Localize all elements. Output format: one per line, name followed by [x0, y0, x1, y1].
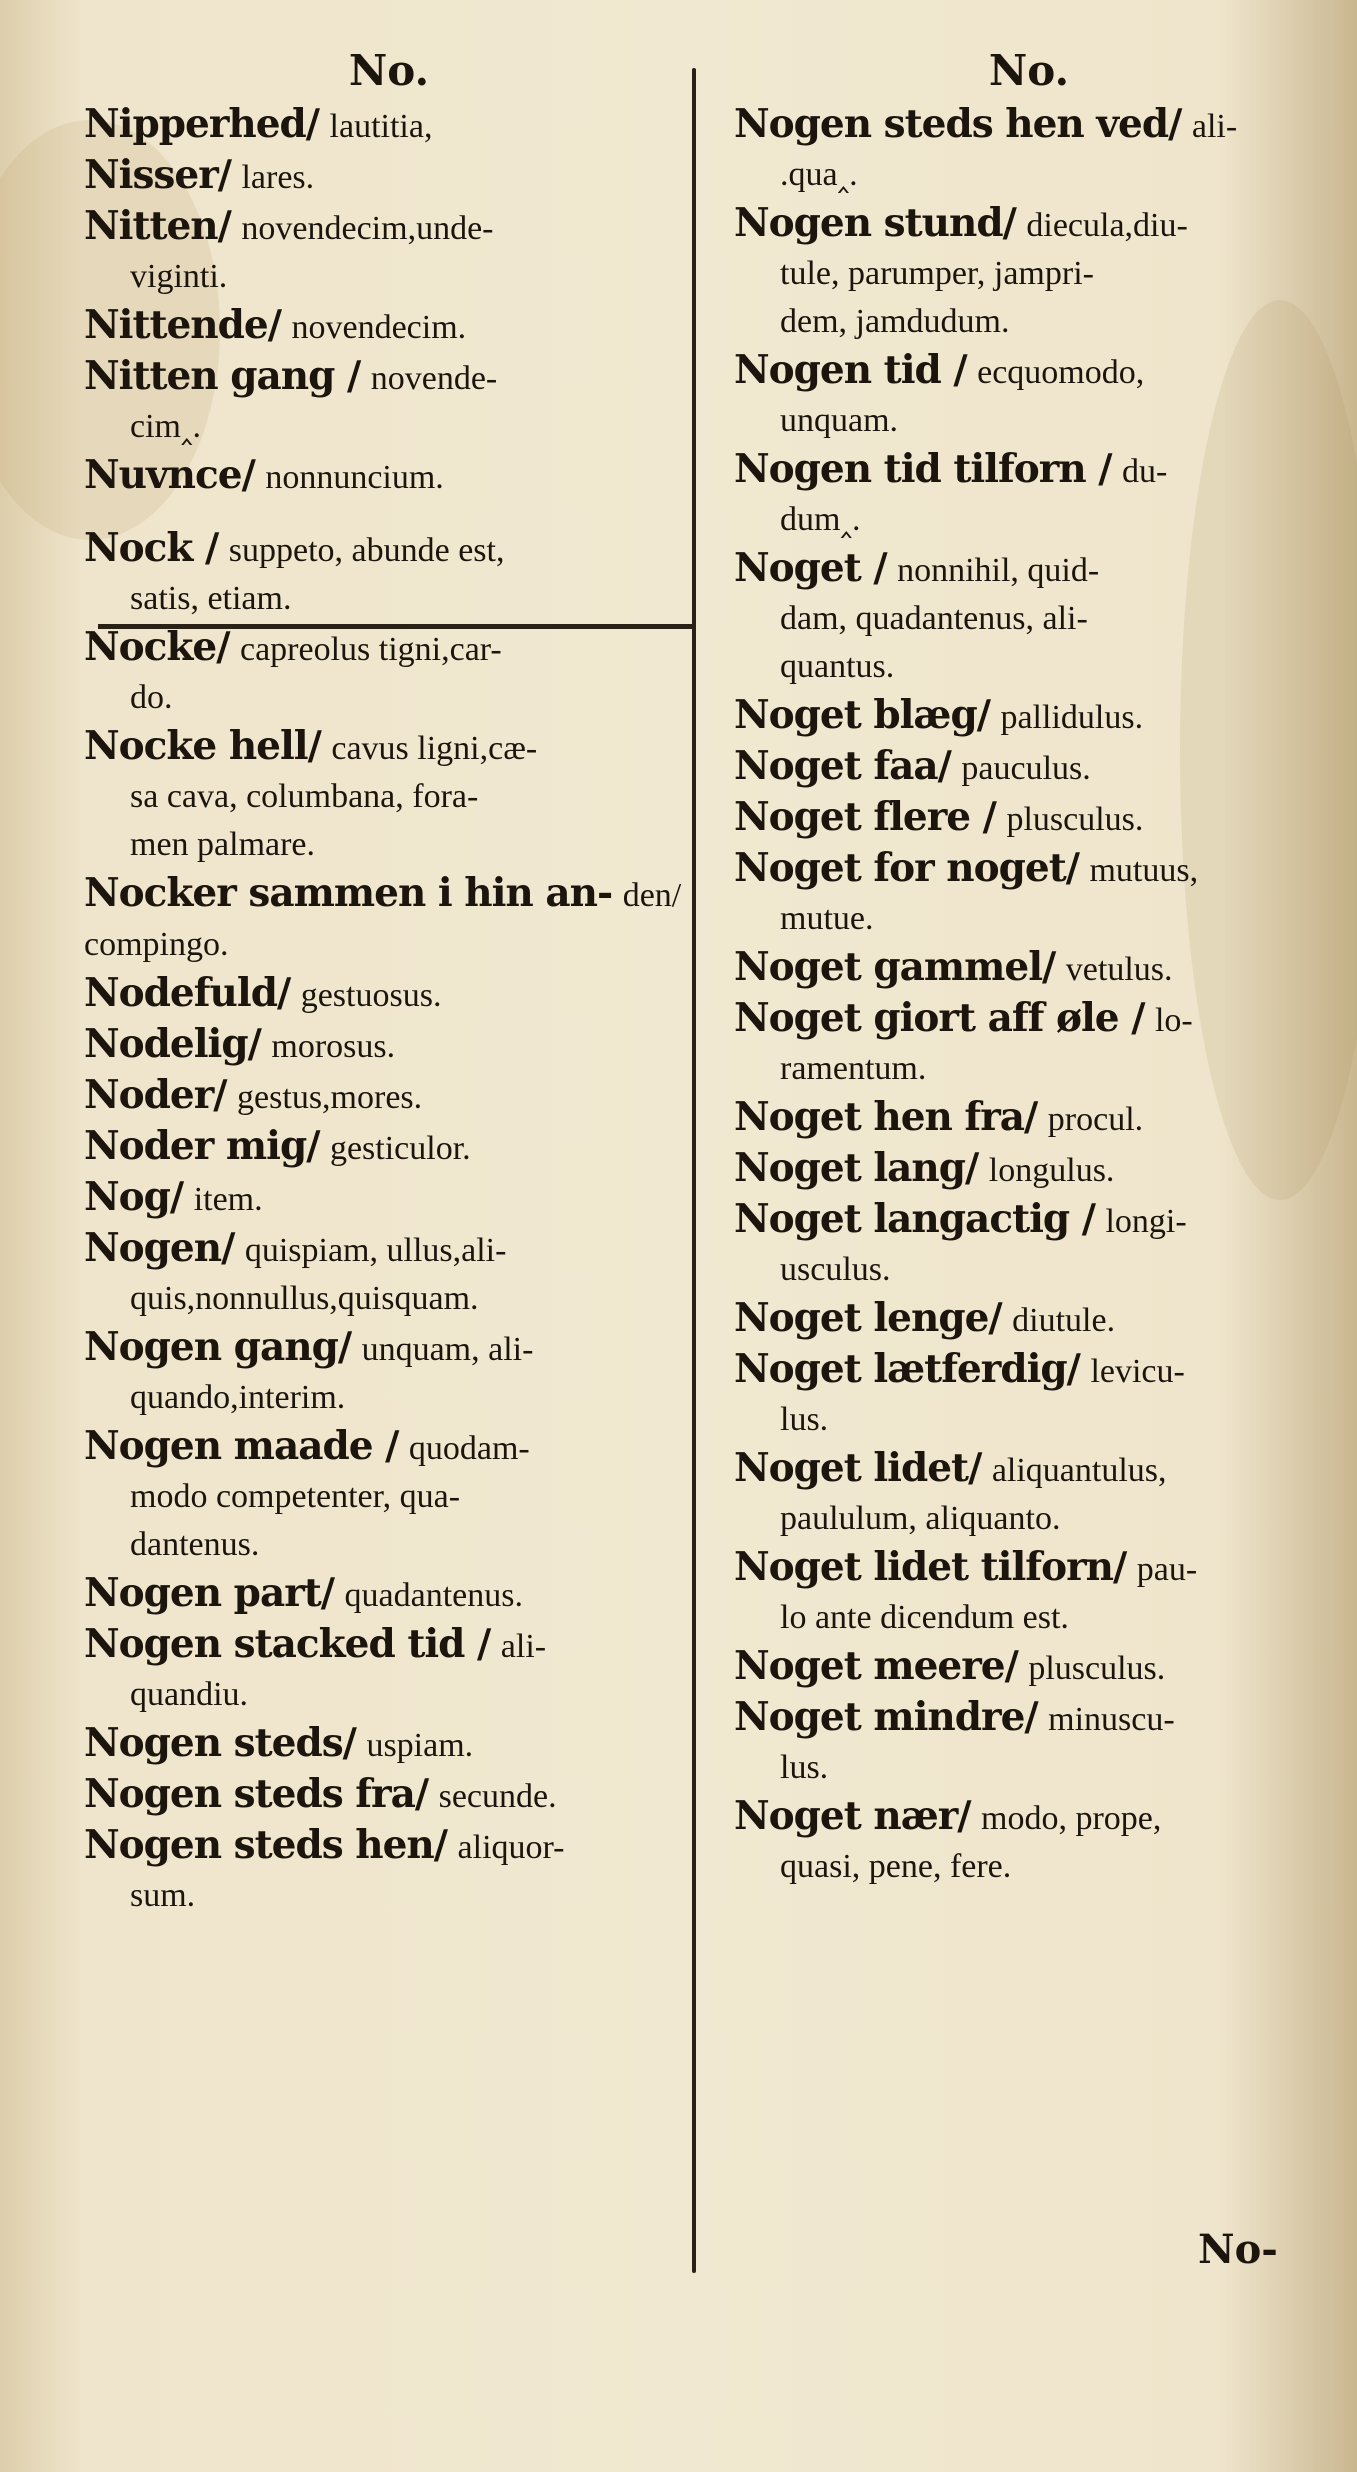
- entry-headword: Nocke hell/: [84, 723, 321, 769]
- entry-definition: viginti.: [130, 258, 228, 295]
- dictionary-entry: [734, 943, 1324, 994]
- dictionary-entry: [84, 1323, 694, 1422]
- entry-headword: Noget hen fra/: [734, 1094, 1038, 1140]
- entry-headword: Nogen maade /: [84, 1423, 399, 1469]
- entry-definition: suppeto, abunde est,: [228, 532, 505, 569]
- entry-headword: Noget lidet/: [734, 1445, 982, 1491]
- right-column: [734, 42, 1324, 1891]
- entry-definition: unquam, ali-: [361, 1331, 534, 1368]
- entry-headword: Nitten/: [84, 203, 231, 249]
- entry-headword: Noget mindre/: [734, 1694, 1038, 1740]
- entry-headword: Nogen gang/: [84, 1324, 352, 1370]
- dictionary-entry: [734, 1444, 1324, 1543]
- entry-headword: Nodefuld/: [84, 970, 291, 1016]
- entry-definition: levicu-: [1090, 1353, 1185, 1390]
- right-entries: [734, 100, 1324, 1891]
- entry-definition: pau-: [1136, 1551, 1198, 1588]
- entry-definition: novende-: [370, 360, 498, 397]
- entry-definition: usculus.: [780, 1251, 891, 1288]
- dictionary-entry: [734, 1093, 1324, 1144]
- entry-definition: modo competenter, qua-: [130, 1478, 461, 1515]
- entry-headword: Nogen tid tilforn /: [734, 446, 1112, 492]
- entry-definition: quandiu.: [130, 1676, 249, 1713]
- dictionary-entry: [734, 793, 1324, 844]
- dictionary-entry: [84, 869, 694, 969]
- dictionary-entry: [84, 969, 694, 1020]
- entry-definition: sa cava, columbana, fora-: [130, 778, 479, 815]
- entry-definition: nonnihil, quid-: [897, 552, 1100, 589]
- dictionary-entry: [734, 742, 1324, 793]
- entry-definition: du-: [1122, 453, 1168, 490]
- left-column: [84, 42, 694, 1920]
- dictionary-entry: [734, 1195, 1324, 1294]
- entry-definition: gesticulor.: [329, 1130, 471, 1167]
- dictionary-entry: [84, 1569, 694, 1620]
- dictionary-entry: [734, 1345, 1324, 1444]
- entry-definition: aliquantulus,: [991, 1452, 1167, 1489]
- entry-definition: vetulus.: [1065, 951, 1173, 988]
- entry-definition: men palmare.: [130, 826, 316, 863]
- entry-definition: pauculus.: [961, 750, 1091, 787]
- entry-definition: quadantenus.: [344, 1577, 523, 1614]
- dictionary-entry: [84, 1719, 694, 1770]
- dictionary-entry: [734, 844, 1324, 943]
- entry-definition: aliquor-: [457, 1829, 565, 1866]
- entry-definition: quasi, pene, fere.: [780, 1848, 1012, 1885]
- entry-headword: Noget gammel/: [734, 944, 1056, 990]
- entry-headword: Nogen part/: [84, 1570, 335, 1616]
- dictionary-entry: [734, 1642, 1324, 1693]
- entry-definition: secunde.: [438, 1778, 557, 1815]
- dictionary-entry: [734, 445, 1324, 544]
- dictionary-entry: [84, 100, 694, 151]
- entry-definition: mutuus,: [1089, 852, 1199, 889]
- entry-definition: paululum, aliquanto.: [780, 1500, 1061, 1537]
- dictionary-entry: [84, 1122, 694, 1173]
- entry-headword: Nogen steds hen/: [84, 1822, 448, 1868]
- entry-definition: diutule.: [1012, 1302, 1116, 1339]
- dictionary-entry: [84, 1224, 694, 1323]
- entry-headword: Nogen tid /: [734, 347, 967, 393]
- entry-definition: lautitia,: [329, 108, 433, 145]
- entry-headword: Nogen stacked tid /: [84, 1621, 491, 1667]
- entry-definition: capreolus tigni,car-: [240, 631, 502, 668]
- entry-headword: Nocke/: [84, 624, 230, 670]
- entry-headword: Noder/: [84, 1072, 227, 1118]
- entry-definition: quando,interim.: [130, 1379, 346, 1416]
- entry-definition: .qua‸.: [780, 156, 858, 193]
- dictionary-entry: [84, 1620, 694, 1719]
- entry-definition: uspiam.: [366, 1727, 474, 1764]
- entry-definition: minuscu-: [1048, 1701, 1175, 1738]
- entry-definition: novendecim.: [291, 309, 467, 346]
- entry-headword: Nisser/: [84, 152, 231, 198]
- entry-definition: cim‸.: [130, 408, 202, 445]
- entry-headword: Nuvnce/: [84, 452, 255, 498]
- dictionary-entry: [734, 1294, 1324, 1345]
- entry-definition: dam, quadantenus, ali-: [780, 600, 1088, 637]
- entry-definition: lus.: [780, 1401, 829, 1438]
- entry-headword: Noget lætferdig/: [734, 1346, 1080, 1392]
- dictionary-entry: [734, 100, 1324, 199]
- entry-headword: Noget blæg/: [734, 692, 990, 738]
- dictionary-entry: [84, 722, 694, 869]
- left-entries: [84, 100, 694, 1920]
- entry-definition: plusculus.: [1028, 1650, 1166, 1687]
- entry-definition: ali-: [500, 1628, 547, 1665]
- dictionary-entry: [734, 691, 1324, 742]
- entry-definition: nonnuncium.: [265, 459, 444, 496]
- entry-definition: procul.: [1047, 1101, 1144, 1138]
- entry-definition: plusculus.: [1006, 801, 1144, 838]
- entry-definition: lo-: [1154, 1002, 1193, 1039]
- entry-headword: Noget lidet tilforn/: [734, 1544, 1127, 1590]
- entry-headword: Nocker sammen i hin an-: [84, 870, 613, 916]
- dictionary-entry: [84, 1422, 694, 1569]
- dictionary-entry: [84, 151, 694, 202]
- entry-definition: cavus ligni,cæ-: [331, 730, 538, 767]
- entry-definition: sum.: [130, 1877, 196, 1914]
- dictionary-entry: [734, 346, 1324, 445]
- entry-headword: Nittende/: [84, 302, 281, 348]
- entry-definition: do.: [130, 679, 173, 716]
- entry-headword: Nitten gang /: [84, 353, 361, 399]
- entry-definition: ramentum.: [780, 1050, 927, 1087]
- entry-headword: Noget nær/: [734, 1793, 971, 1839]
- entry-headword: Nog/: [84, 1174, 184, 1220]
- entry-definition: longi-: [1105, 1203, 1187, 1240]
- dictionary-entry: [84, 623, 694, 722]
- entry-definition: dem, jamdudum.: [780, 303, 1010, 340]
- entry-headword: Noget langactig /: [734, 1196, 1095, 1242]
- dictionary-entry: [84, 352, 694, 451]
- entry-definition: dum‸.: [780, 501, 861, 538]
- entry-definition: dantenus.: [130, 1526, 260, 1563]
- entry-headword: Noget /: [734, 545, 887, 591]
- entry-headword: Nipperhed/: [84, 101, 320, 147]
- running-head: No.: [988, 46, 1070, 95]
- entry-headword: Nock /: [84, 525, 219, 571]
- entry-definition: ecquomodo,: [977, 354, 1145, 391]
- entry-definition: satis, etiam.: [130, 580, 292, 617]
- entry-headword: Noget for noget/: [734, 845, 1079, 891]
- entry-definition: lo ante dicendum est.: [780, 1599, 1069, 1636]
- entry-definition: morosus.: [271, 1028, 396, 1065]
- entry-definition: diecula,diu-: [1026, 207, 1188, 244]
- entry-headword: Nogen steds hen ved/: [734, 101, 1182, 147]
- entry-headword: Noder mig/: [84, 1123, 320, 1169]
- entry-definition: quis,nonnullus,quisquam.: [130, 1280, 479, 1317]
- entry-headword: Nogen steds/: [84, 1720, 356, 1766]
- dictionary-entry: [734, 994, 1324, 1093]
- entry-definition: unquam.: [780, 402, 899, 439]
- entry-definition: quantus.: [780, 648, 895, 685]
- entry-definition: longulus.: [988, 1152, 1115, 1189]
- entry-definition: mutue.: [780, 900, 874, 937]
- entry-definition: modo, prope,: [981, 1800, 1162, 1837]
- dictionary-entry: [84, 1821, 694, 1920]
- dictionary-entry: [84, 524, 694, 623]
- entry-definition: quispiam, ullus,ali-: [244, 1232, 507, 1269]
- entry-definition: lares.: [241, 159, 315, 196]
- catchword: No-: [1198, 2226, 1278, 2273]
- dictionary-entry: [84, 301, 694, 352]
- entry-headword: Nogen steds fra/: [84, 1771, 429, 1817]
- dictionary-entry: [734, 199, 1324, 346]
- dictionary-entry: [734, 544, 1324, 691]
- entry-definition: item.: [193, 1181, 263, 1218]
- dictionary-entry: [84, 451, 694, 502]
- dictionary-entry: [734, 1543, 1324, 1642]
- entry-headword: Nogen/: [84, 1225, 235, 1271]
- entry-headword: Nodelig/: [84, 1021, 261, 1067]
- entry-definition: lus.: [780, 1749, 829, 1786]
- dictionary-entry: [84, 202, 694, 301]
- entry-definition: gestus,mores.: [237, 1079, 423, 1116]
- entry-definition: gestuosus.: [300, 977, 442, 1014]
- entry-definition: ali-: [1191, 108, 1238, 145]
- running-head: No.: [348, 46, 430, 95]
- entry-headword: Nogen stund/: [734, 200, 1016, 246]
- dictionary-entry: [734, 1792, 1324, 1891]
- dictionary-entry: [734, 1693, 1324, 1792]
- entry-headword: Noget lenge/: [734, 1295, 1002, 1341]
- entry-headword: Noget flere /: [734, 794, 996, 840]
- entry-definition: quodam-: [408, 1430, 530, 1467]
- dictionary-entry: [84, 1071, 694, 1122]
- dictionary-entry: [84, 1173, 694, 1224]
- dictionary-entry: [84, 1020, 694, 1071]
- entry-headword: Noget meere/: [734, 1643, 1018, 1689]
- entry-definition: tule, parumper, jampri-: [780, 255, 1094, 292]
- entry-headword: Noget lang/: [734, 1145, 979, 1191]
- entry-definition: pallidulus.: [1000, 699, 1144, 736]
- entry-definition: novendecim,unde-: [241, 210, 494, 247]
- entry-headword: Noget giort aff øle /: [734, 995, 1145, 1041]
- entry-definition: den/ compingo.: [84, 877, 682, 963]
- entry-headword: Noget faa/: [734, 743, 951, 789]
- dictionary-entry: [734, 1144, 1324, 1195]
- dictionary-entry: [84, 1770, 694, 1821]
